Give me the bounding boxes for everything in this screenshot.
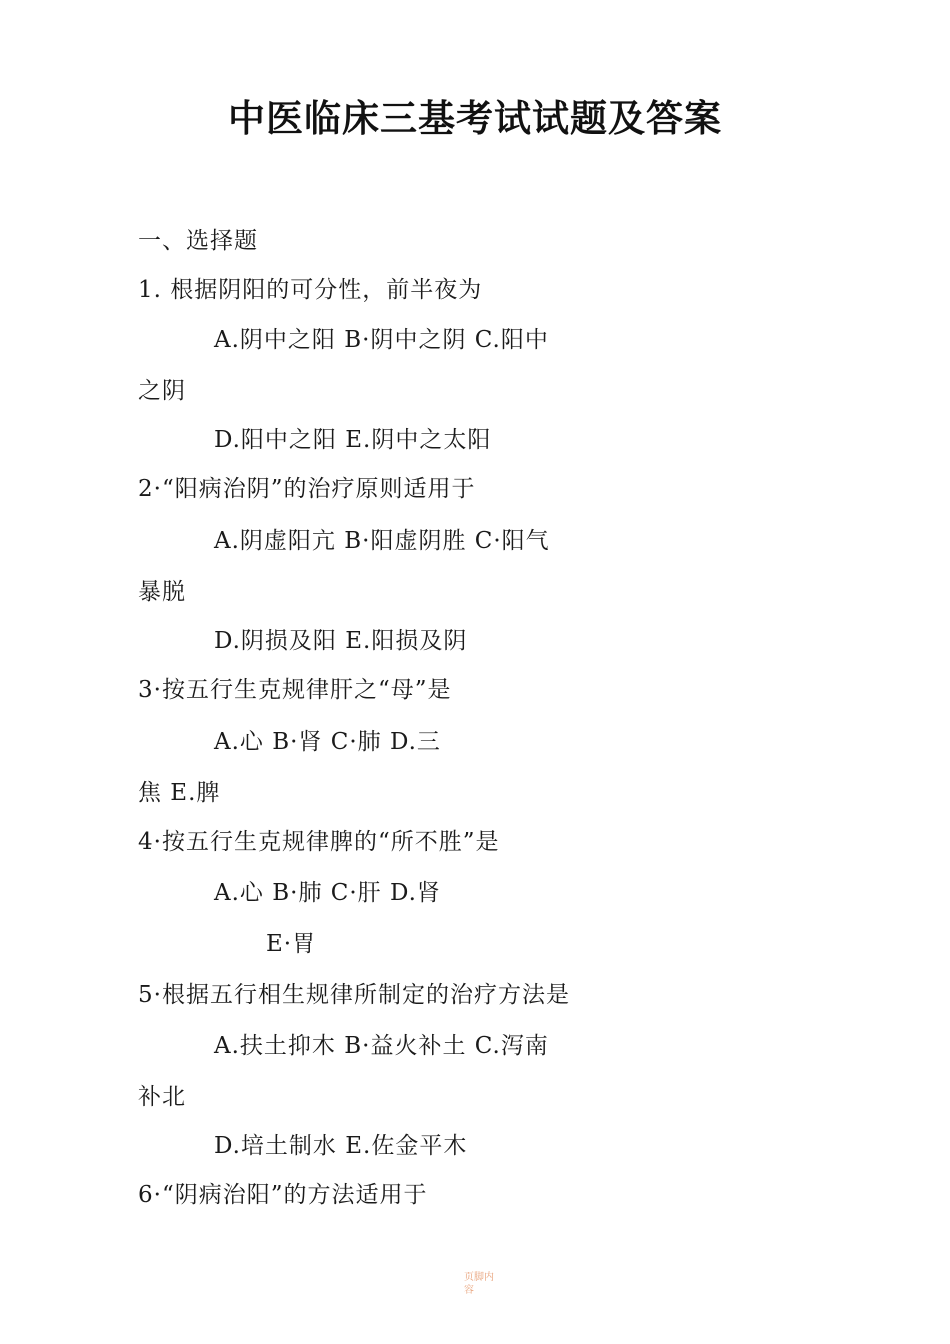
- question-2-options-2: D.阴损及阳 E.阳损及阴: [214, 628, 468, 654]
- question-5-options: A.扶土抑木 B·益火补土 C.泻南: [214, 1033, 549, 1059]
- question-1: 1. 根据阴阳的可分性，前半夜为: [138, 277, 483, 303]
- question-4-options-2: E·胃: [266, 931, 317, 957]
- question-2: 2·“阳病治阴”的治疗原则适用于: [138, 476, 476, 502]
- question-1-options-wrap: 之阴: [138, 378, 186, 404]
- question-5-options-2: D.培土制水 E.佐金平木: [214, 1133, 468, 1159]
- question-5: 5·根据五行相生规律所制定的治疗方法是: [138, 982, 570, 1008]
- question-3-options: A.心 B·肾 C·肺 D.三: [214, 729, 441, 755]
- question-1-options-2: D.阳中之阳 E.阴中之太阳: [214, 427, 492, 453]
- question-3-options-wrap: 焦 E.脾: [138, 780, 221, 806]
- question-3: 3·按五行生克规律肝之“母”是: [138, 677, 452, 703]
- question-1-options: A.阴中之阳 B·阴中之阴 C.阳中: [214, 327, 549, 353]
- section-heading: 一、选择题: [138, 228, 258, 254]
- question-5-options-wrap: 补北: [138, 1084, 186, 1110]
- question-2-options-wrap: 暴脱: [138, 579, 186, 605]
- document-title: 中医临床三基考试试题及答案: [228, 97, 722, 140]
- question-4: 4·按五行生克规律脾的“所不胜”是: [138, 829, 500, 855]
- question-6: 6·“阴病治阳”的方法适用于: [138, 1182, 428, 1208]
- question-4-options: A.心 B·肺 C·肝 D.肾: [214, 880, 441, 906]
- question-2-options: A.阴虚阳亢 B·阳虚阴胜 C·阳气: [214, 528, 550, 554]
- page-footer: 页脚内容: [464, 1272, 494, 1296]
